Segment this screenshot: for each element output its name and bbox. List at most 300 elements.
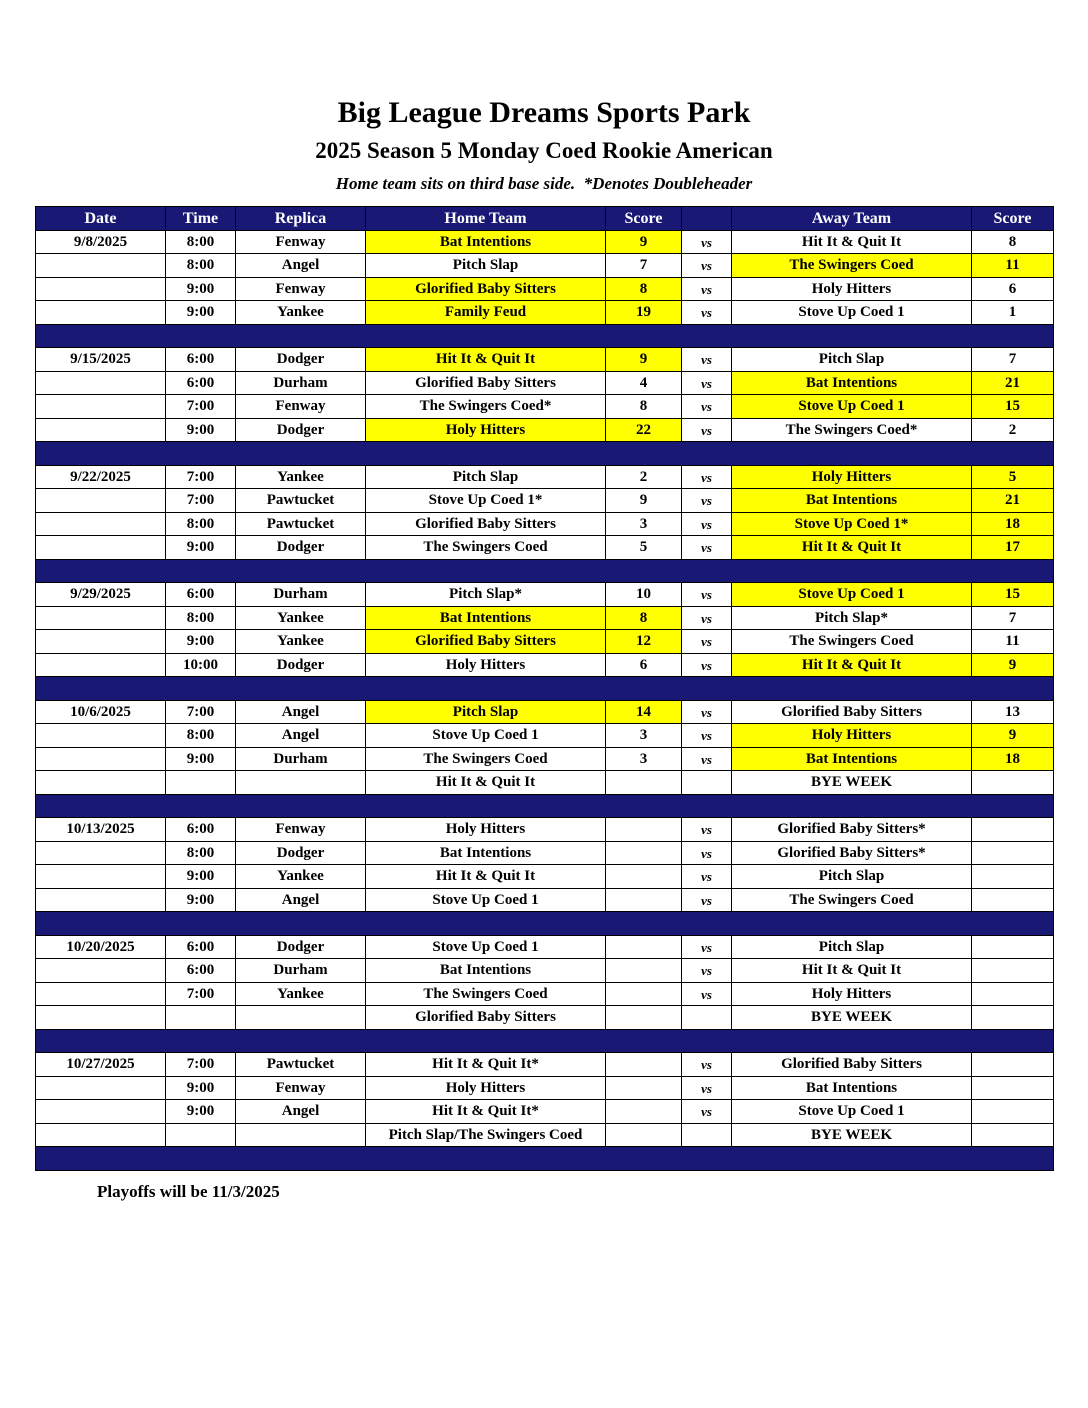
home-score-cell: 10 [606, 583, 682, 607]
home-score-cell [606, 959, 682, 983]
game-row [36, 630, 1054, 654]
away-team-cell: Hit It & Quit It [732, 230, 972, 254]
home-score-cell [606, 1076, 682, 1100]
vs-cell: vs [682, 653, 732, 677]
col-header-home-score: Score [606, 207, 682, 231]
game-row [36, 747, 1054, 771]
time-cell: 9:00 [166, 630, 236, 654]
home-team-cell: Pitch Slap [366, 700, 606, 724]
replica-cell: Dodger [236, 348, 366, 372]
replica-cell: Durham [236, 747, 366, 771]
vs-cell: vs [682, 418, 732, 442]
away-team-cell: Stove Up Coed 1 [732, 1100, 972, 1124]
replica-cell: Fenway [236, 230, 366, 254]
time-cell: 6:00 [166, 583, 236, 607]
time-cell: 9:00 [166, 1100, 236, 1124]
separator-row [36, 677, 1054, 701]
time-cell: 8:00 [166, 512, 236, 536]
away-team-cell: Stove Up Coed 1 [732, 395, 972, 419]
away-score-cell: 6 [972, 277, 1054, 301]
replica-cell: Angel [236, 724, 366, 748]
home-team-cell: Hit It & Quit It* [366, 1100, 606, 1124]
vs-cell: vs [682, 865, 732, 889]
away-team-cell: Bat Intentions [732, 489, 972, 513]
replica-cell: Fenway [236, 277, 366, 301]
home-score-cell: 8 [606, 277, 682, 301]
home-score-cell [606, 818, 682, 842]
home-team-cell: Glorified Baby Sitters [366, 371, 606, 395]
home-score-cell: 8 [606, 606, 682, 630]
away-score-cell: 15 [972, 583, 1054, 607]
away-team-cell: The Swingers Coed* [732, 418, 972, 442]
game-row [36, 536, 1054, 560]
home-team-cell: Bat Intentions [366, 230, 606, 254]
page-title: Big League Dreams Sports Park [337, 96, 751, 129]
replica-cell: Yankee [236, 465, 366, 489]
time-cell: 9:00 [166, 1076, 236, 1100]
date-cell [36, 606, 166, 630]
home-score-cell [606, 841, 682, 865]
date-cell [36, 982, 166, 1006]
home-team-cell: Holy Hitters [366, 818, 606, 842]
header-row [36, 207, 1054, 231]
away-team-cell: Holy Hitters [732, 465, 972, 489]
game-row [36, 865, 1054, 889]
time-cell: 9:00 [166, 301, 236, 325]
col-header-date: Date [36, 207, 166, 231]
away-score-cell [972, 818, 1054, 842]
replica-cell: Dodger [236, 536, 366, 560]
time-cell: 8:00 [166, 724, 236, 748]
away-score-cell: 5 [972, 465, 1054, 489]
replica-cell: Dodger [236, 653, 366, 677]
game-row [36, 512, 1054, 536]
away-score-cell [972, 1076, 1054, 1100]
game-row [36, 724, 1054, 748]
game-row [36, 301, 1054, 325]
home-team-cell: The Swingers Coed [366, 747, 606, 771]
away-team-cell: BYE WEEK [732, 771, 972, 795]
game-row [36, 982, 1054, 1006]
date-cell [36, 536, 166, 560]
game-row [36, 1100, 1054, 1124]
date-cell [36, 512, 166, 536]
away-score-cell [972, 1123, 1054, 1147]
home-team-cell: Stove Up Coed 1* [366, 489, 606, 513]
away-team-cell: BYE WEEK [732, 1006, 972, 1030]
game-row [36, 653, 1054, 677]
time-cell [166, 1006, 236, 1030]
date-cell: 10/13/2025 [36, 818, 166, 842]
separator-cell [36, 559, 1054, 583]
date-cell [36, 1123, 166, 1147]
time-cell: 7:00 [166, 982, 236, 1006]
home-score-cell [606, 1053, 682, 1077]
away-team-cell: The Swingers Coed [732, 888, 972, 912]
away-score-cell: 8 [972, 230, 1054, 254]
date-cell [36, 301, 166, 325]
home-team-cell: Hit It & Quit It [366, 348, 606, 372]
vs-cell: vs [682, 747, 732, 771]
game-row [36, 841, 1054, 865]
separator-cell [36, 1029, 1054, 1053]
replica-cell: Dodger [236, 418, 366, 442]
game-row [36, 465, 1054, 489]
home-team-cell: The Swingers Coed [366, 982, 606, 1006]
vs-cell: vs [682, 254, 732, 278]
time-cell: 7:00 [166, 700, 236, 724]
replica-cell: Yankee [236, 982, 366, 1006]
date-cell: 9/8/2025 [36, 230, 166, 254]
home-score-cell: 19 [606, 301, 682, 325]
time-cell: 6:00 [166, 959, 236, 983]
home-team-cell: Glorified Baby Sitters [366, 630, 606, 654]
game-row [36, 371, 1054, 395]
game-row [36, 935, 1054, 959]
time-cell: 7:00 [166, 489, 236, 513]
away-team-cell: Pitch Slap [732, 935, 972, 959]
date-cell [36, 724, 166, 748]
away-score-cell [972, 1006, 1054, 1030]
vs-cell [682, 1123, 732, 1147]
separator-row [36, 794, 1054, 818]
time-cell: 6:00 [166, 348, 236, 372]
col-header-replica: Replica [236, 207, 366, 231]
date-cell [36, 418, 166, 442]
home-team-cell: Holy Hitters [366, 418, 606, 442]
replica-cell: Durham [236, 959, 366, 983]
home-score-cell: 3 [606, 512, 682, 536]
home-team-cell: Pitch Slap [366, 465, 606, 489]
vs-cell: vs [682, 982, 732, 1006]
separator-row [36, 559, 1054, 583]
replica-cell: Fenway [236, 818, 366, 842]
away-score-cell [972, 959, 1054, 983]
date-cell [36, 653, 166, 677]
game-row [36, 606, 1054, 630]
time-cell: 9:00 [166, 888, 236, 912]
separator-cell [36, 677, 1054, 701]
time-cell [166, 771, 236, 795]
time-cell: 7:00 [166, 1053, 236, 1077]
home-team-cell: The Swingers Coed [366, 536, 606, 560]
time-cell: 9:00 [166, 277, 236, 301]
time-cell: 6:00 [166, 818, 236, 842]
replica-cell: Angel [236, 888, 366, 912]
date-cell [36, 771, 166, 795]
away-score-cell: 7 [972, 606, 1054, 630]
replica-cell [236, 1006, 366, 1030]
home-score-cell: 5 [606, 536, 682, 560]
separator-cell [36, 1147, 1054, 1171]
away-team-cell: Glorified Baby Sitters [732, 700, 972, 724]
away-team-cell: Pitch Slap [732, 865, 972, 889]
replica-cell: Durham [236, 371, 366, 395]
date-cell [36, 1100, 166, 1124]
date-cell [36, 395, 166, 419]
home-score-cell: 7 [606, 254, 682, 278]
replica-cell: Pawtucket [236, 1053, 366, 1077]
separator-cell [36, 794, 1054, 818]
time-cell: 7:00 [166, 395, 236, 419]
vs-cell: vs [682, 1100, 732, 1124]
home-score-cell: 9 [606, 348, 682, 372]
game-row [36, 700, 1054, 724]
home-score-cell: 3 [606, 724, 682, 748]
game-row [36, 771, 1054, 795]
replica-cell: Yankee [236, 301, 366, 325]
away-team-cell: The Swingers Coed [732, 254, 972, 278]
home-team-cell: Stove Up Coed 1 [366, 888, 606, 912]
home-team-cell: Bat Intentions [366, 606, 606, 630]
date-cell [36, 254, 166, 278]
away-team-cell: Glorified Baby Sitters* [732, 841, 972, 865]
game-row [36, 395, 1054, 419]
game-row [36, 583, 1054, 607]
replica-cell: Durham [236, 583, 366, 607]
home-team-cell: Hit It & Quit It [366, 865, 606, 889]
date-cell [36, 841, 166, 865]
home-score-cell [606, 935, 682, 959]
replica-cell: Dodger [236, 935, 366, 959]
time-cell: 7:00 [166, 465, 236, 489]
home-score-cell: 8 [606, 395, 682, 419]
away-team-cell: Stove Up Coed 1* [732, 512, 972, 536]
home-score-cell [606, 1100, 682, 1124]
away-score-cell: 21 [972, 489, 1054, 513]
vs-cell: vs [682, 1053, 732, 1077]
home-score-cell: 2 [606, 465, 682, 489]
away-score-cell: 21 [972, 371, 1054, 395]
date-cell [36, 1006, 166, 1030]
away-score-cell [972, 1100, 1054, 1124]
game-row [36, 230, 1054, 254]
date-cell: 10/6/2025 [36, 700, 166, 724]
game-row [36, 489, 1054, 513]
home-score-cell: 6 [606, 653, 682, 677]
replica-cell: Pawtucket [236, 489, 366, 513]
time-cell: 9:00 [166, 747, 236, 771]
schedule-note: Home team sits on third base side. *Denotes Doubleheader [335, 174, 753, 194]
vs-cell: vs [682, 512, 732, 536]
away-team-cell: Stove Up Coed 1 [732, 583, 972, 607]
replica-cell [236, 1123, 366, 1147]
away-team-cell: Pitch Slap* [732, 606, 972, 630]
away-score-cell [972, 1053, 1054, 1077]
col-header-home-team: Home Team [366, 207, 606, 231]
col-header-away-score: Score [972, 207, 1054, 231]
away-score-cell: 17 [972, 536, 1054, 560]
vs-cell: vs [682, 230, 732, 254]
vs-cell: vs [682, 606, 732, 630]
away-team-cell: Holy Hitters [732, 724, 972, 748]
playoffs-note: Playoffs will be 11/3/2025 [97, 1181, 280, 1201]
replica-cell: Fenway [236, 395, 366, 419]
away-score-cell: 15 [972, 395, 1054, 419]
time-cell: 10:00 [166, 653, 236, 677]
away-team-cell: Glorified Baby Sitters [732, 1053, 972, 1077]
home-score-cell: 4 [606, 371, 682, 395]
home-score-cell [606, 1123, 682, 1147]
home-team-cell: Pitch Slap* [366, 583, 606, 607]
separator-row [36, 324, 1054, 348]
home-team-cell: Pitch Slap/The Swingers Coed [366, 1123, 606, 1147]
replica-cell: Angel [236, 700, 366, 724]
home-score-cell: 9 [606, 230, 682, 254]
away-score-cell [972, 865, 1054, 889]
home-score-cell: 12 [606, 630, 682, 654]
col-header-vs-spacer [682, 207, 732, 231]
time-cell: 8:00 [166, 841, 236, 865]
away-score-cell: 9 [972, 653, 1054, 677]
home-score-cell: 22 [606, 418, 682, 442]
away-team-cell: Hit It & Quit It [732, 536, 972, 560]
replica-cell: Fenway [236, 1076, 366, 1100]
home-score-cell [606, 865, 682, 889]
vs-cell: vs [682, 348, 732, 372]
vs-cell [682, 771, 732, 795]
home-team-cell: Hit It & Quit It* [366, 1053, 606, 1077]
replica-cell: Dodger [236, 841, 366, 865]
vs-cell: vs [682, 935, 732, 959]
date-cell: 9/22/2025 [36, 465, 166, 489]
home-score-cell [606, 888, 682, 912]
vs-cell: vs [682, 1076, 732, 1100]
vs-cell: vs [682, 536, 732, 560]
away-score-cell: 7 [972, 348, 1054, 372]
home-team-cell: Holy Hitters [366, 653, 606, 677]
vs-cell: vs [682, 888, 732, 912]
date-cell [36, 865, 166, 889]
vs-cell: vs [682, 583, 732, 607]
vs-cell: vs [682, 395, 732, 419]
away-team-cell: Hit It & Quit It [732, 653, 972, 677]
game-row [36, 1076, 1054, 1100]
vs-cell: vs [682, 841, 732, 865]
vs-cell: vs [682, 301, 732, 325]
time-cell: 8:00 [166, 254, 236, 278]
game-row [36, 888, 1054, 912]
game-row [36, 254, 1054, 278]
separator-cell [36, 912, 1054, 936]
game-row [36, 1053, 1054, 1077]
away-score-cell [972, 982, 1054, 1006]
time-cell [166, 1123, 236, 1147]
date-cell [36, 1076, 166, 1100]
vs-cell [682, 1006, 732, 1030]
col-header-away-team: Away Team [732, 207, 972, 231]
col-header-time: Time [166, 207, 236, 231]
vs-cell: vs [682, 700, 732, 724]
away-score-cell [972, 888, 1054, 912]
home-team-cell: Pitch Slap [366, 254, 606, 278]
home-team-cell: Family Feud [366, 301, 606, 325]
away-score-cell: 18 [972, 747, 1054, 771]
home-team-cell: Glorified Baby Sitters [366, 277, 606, 301]
away-score-cell: 9 [972, 724, 1054, 748]
separator-row [36, 912, 1054, 936]
schedule-table [35, 206, 1054, 1171]
away-score-cell [972, 935, 1054, 959]
away-team-cell: Glorified Baby Sitters* [732, 818, 972, 842]
away-team-cell: Bat Intentions [732, 1076, 972, 1100]
game-row [36, 959, 1054, 983]
home-team-cell: Bat Intentions [366, 959, 606, 983]
vs-cell: vs [682, 818, 732, 842]
home-team-cell: Stove Up Coed 1 [366, 935, 606, 959]
home-team-cell: Bat Intentions [366, 841, 606, 865]
separator-row [36, 1147, 1054, 1171]
replica-cell: Angel [236, 254, 366, 278]
separator-cell [36, 324, 1054, 348]
date-cell: 9/29/2025 [36, 583, 166, 607]
game-row [36, 277, 1054, 301]
time-cell: 9:00 [166, 536, 236, 560]
home-score-cell [606, 1006, 682, 1030]
home-team-cell: Stove Up Coed 1 [366, 724, 606, 748]
away-team-cell: Bat Intentions [732, 747, 972, 771]
date-cell [36, 888, 166, 912]
away-score-cell [972, 841, 1054, 865]
home-team-cell: Holy Hitters [366, 1076, 606, 1100]
page-subtitle: 2025 Season 5 Monday Coed Rookie American [315, 138, 773, 163]
replica-cell: Yankee [236, 630, 366, 654]
date-cell [36, 489, 166, 513]
time-cell: 9:00 [166, 865, 236, 889]
away-team-cell: Pitch Slap [732, 348, 972, 372]
home-score-cell: 3 [606, 747, 682, 771]
date-cell [36, 747, 166, 771]
separator-row [36, 442, 1054, 466]
away-score-cell: 1 [972, 301, 1054, 325]
away-score-cell: 13 [972, 700, 1054, 724]
away-team-cell: Holy Hitters [732, 982, 972, 1006]
away-team-cell: Hit It & Quit It [732, 959, 972, 983]
date-cell [36, 959, 166, 983]
away-team-cell: Stove Up Coed 1 [732, 301, 972, 325]
away-team-cell: Holy Hitters [732, 277, 972, 301]
home-score-cell: 14 [606, 700, 682, 724]
vs-cell: vs [682, 724, 732, 748]
game-row [36, 818, 1054, 842]
separator-cell [36, 442, 1054, 466]
replica-cell: Angel [236, 1100, 366, 1124]
vs-cell: vs [682, 959, 732, 983]
home-team-cell: Hit It & Quit It [366, 771, 606, 795]
replica-cell: Pawtucket [236, 512, 366, 536]
time-cell: 6:00 [166, 935, 236, 959]
vs-cell: vs [682, 465, 732, 489]
away-score-cell: 2 [972, 418, 1054, 442]
home-team-cell: The Swingers Coed* [366, 395, 606, 419]
time-cell: 6:00 [166, 371, 236, 395]
away-score-cell: 11 [972, 254, 1054, 278]
away-score-cell: 11 [972, 630, 1054, 654]
vs-cell: vs [682, 489, 732, 513]
date-cell [36, 630, 166, 654]
game-row [36, 1006, 1054, 1030]
vs-cell: vs [682, 277, 732, 301]
date-cell [36, 371, 166, 395]
time-cell: 8:00 [166, 230, 236, 254]
game-row [36, 1123, 1054, 1147]
date-cell [36, 277, 166, 301]
vs-cell: vs [682, 371, 732, 395]
away-score-cell: 18 [972, 512, 1054, 536]
away-score-cell [972, 771, 1054, 795]
vs-cell: vs [682, 630, 732, 654]
home-score-cell [606, 771, 682, 795]
